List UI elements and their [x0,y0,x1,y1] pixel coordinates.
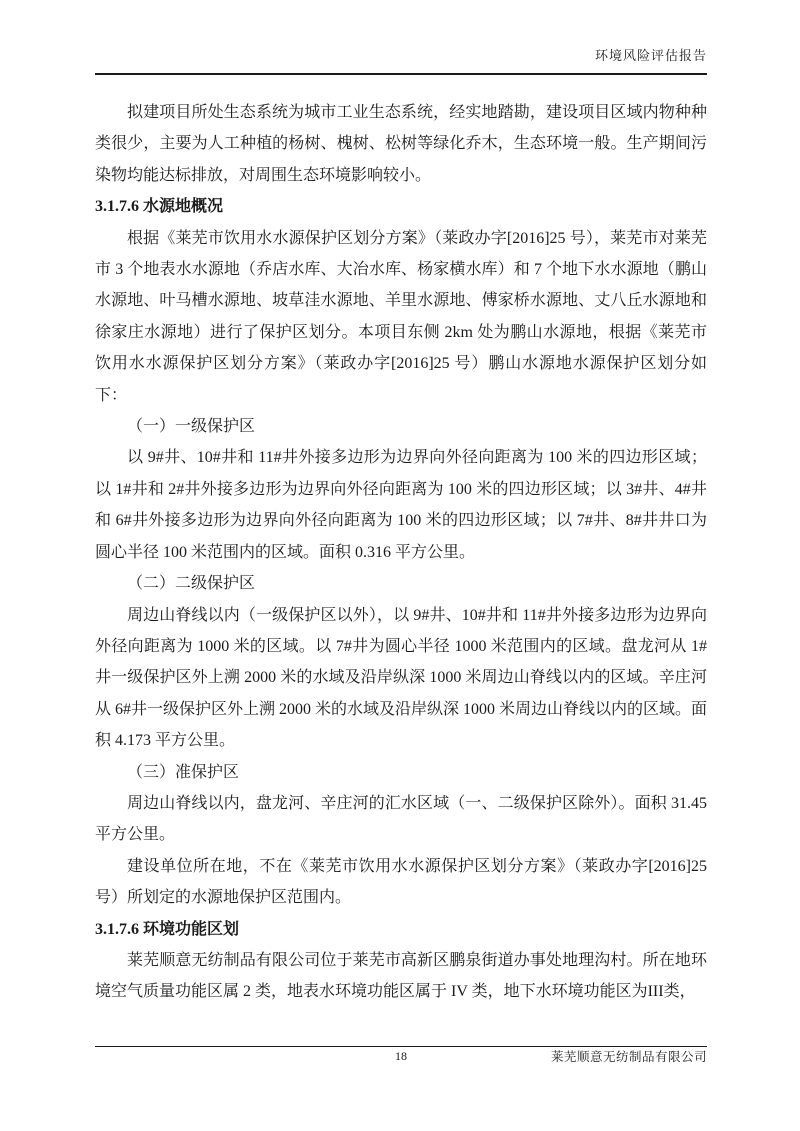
paragraph: 周边山脊线以内，盘龙河、辛庄河的汇水区域（一、二级保护区除外）。面积 31.45 平方公里。 [95,794,707,844]
header-title: 环境风险评估报告 [594,48,707,63]
paragraph: 根据《莱芜市饮用水水源保护区划分方案》（莱政办字[2016]25 号），莱芜市对莱芜市 3 个地表水水源地（乔店水库、大冶水库、杨家横水库）和 7 个地下水水源地（鹏山水源地、叶马槽水源地、坡草洼水源地、羊里水源地、傅家桥水源地、丈八丘水源地和徐家庄水源地）进行了保护区划分。本项目东侧 2km 处为鹏山水源地，根据《莱芜市饮用水水源保护区划分方案》（莱政办字[2016]25 号）鹏山水源地水源保护区划分如下： [95,229,707,404]
header-rule [95,73,707,75]
paragraph: 以 9#井、10#井和 11#井外接多边形为边界向外径向距离为 100 米的四边形区域；以 1#井和 2#井外接多边形为边界向外径向距离为 100 米的四边形区域；以 3#井、4#井和 6#井外接多边形为边界向外径向距离为 100 米的四边形区域；以 7#井、8#井井口为圆心半径 100 米范围内的区域。面积 0.316 平方公里。 [95,449,707,561]
paragraph: 莱芜顺意无纺制品有限公司位于莱芜市高新区鹏泉街道办事处地理沟村。所在地环境空气质量功能区属 2 类，地表水环境功能区属于 IV 类，地下水环境功能区为III类， [95,951,707,1001]
footer-company-name: 莱芜顺意无纺制品有限公司 [550,1050,707,1064]
page-footer [95,1046,707,1064]
paragraph: （三）准保护区 [127,763,240,781]
paragraph: 建设单位所在地，不在《莱芜市饮用水水源保护区划分方案》（莱政办字[2016]25 号）所划定的水源地保护区范围内。 [95,857,707,907]
page-number: 18 [395,1049,407,1063]
paragraph: （二）二级保护区 [127,575,256,593]
paragraph: （一）一级保护区 [127,418,256,436]
page-header [95,0,707,75]
paragraph: 拟建项目所处生态系统为城市工业生态系统，经实地踏勘，建设项目区域内物种种类很少，主要为人工种植的杨树、槐树、松树等绿化乔木，生态环境一般。生产期间污染物均能达标排放，对周围生态环境影响较小。 [95,104,707,184]
section-heading: 3.1.7.6 环境功能区划 [95,920,240,938]
section-heading: 3.1.7.6 水源地概况 [95,198,224,216]
paragraph: 周边山脊线以内（一级保护区以外），以 9#井、10#井和 11#井外接多边形为边界向外径向距离为 1000 米的区域。以 7#井为圆心半径 1000 米范围内的区域。盘龙河从 1#井一级保护区外上溯 2000 米的水域及沿岸纵深 1000 米周边山脊线以内的区域。辛庄河从 6#井一级保护区外上溯 2000 米的水域及沿岸纵深 1000 米周边山脊线以内的区域。面积 4.173 平方公里。 [95,606,708,750]
document-body [95,97,707,1008]
